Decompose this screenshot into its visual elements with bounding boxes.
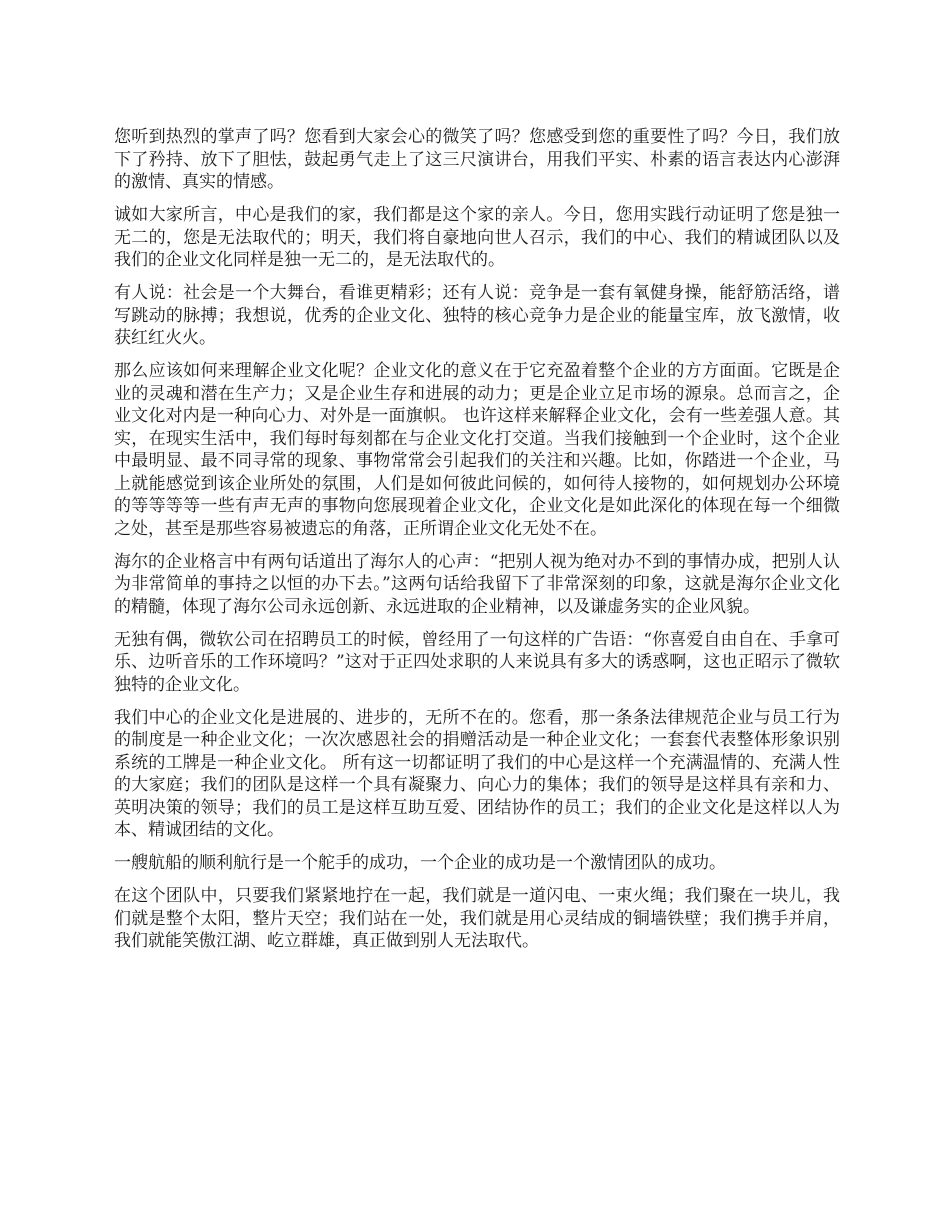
paragraph: 诚如大家所言，中心是我们的家，我们都是这个家的亲人。今日，您用实践行动证明了您是独一无二的，您是无法取代的；明天，我们将自豪地向世人召示，我们的中心、我们的精诚团队以及我们的企业文化同样是独一无二的，是无法取代的。 (114, 205, 840, 270)
paragraph: 您听到热烈的掌声了吗？您看到大家会心的微笑了吗？您感受到您的重要性了吗？今日，我们放下了矜持、放下了胆怯，鼓起勇气走上了这三尺演讲台，用我们平实、朴素的语言表达内心澎湃的激情、真实的情感。 (114, 127, 840, 192)
paragraph: 海尔的企业格言中有两句话道出了海尔人的心声：“把别人视为绝对办不到的事情办成，把别人认为非常简单的事持之以恒的办下去。”这两句话给我留下了非常深刻的印象，这就是海尔企业文化的精髓，体现了海尔公司永远创新、永远进取的企业精神，以及谦虚务实的企业风貌。 (114, 551, 840, 617)
paragraph: 在这个团队中，只要我们紧紧地拧在一起，我们就是一道闪电、一束火绳；我们聚在一块儿，我们就是整个太阳，整片天空；我们站在一处，我们就是用心灵结成的铜墙铁壁；我们携手并肩，我们就能笑傲江湖、屹立群雄，真正做到别人无法取代。 (114, 886, 840, 951)
paragraph: 有人说：社会是一个大舞台，看谁更精彩；还有人说：竞争是一套有氧健身操，能舒筋活络，谱写跳动的脉搏；我想说，优秀的企业文化、独特的核心竞争力是企业的能量宝库，放飞激情，收获红红火火。 (114, 283, 840, 348)
document-body (114, 126, 840, 963)
paragraph: 我们中心的企业文化是进展的、进步的，无所不在的。您看，那一条条法律规范企业与员工行为的制度是一种企业文化；一次次感恩社会的捐赠活动是一种企业文化；一套套代表整体形象识别系统的工牌是一种企业文化。 所有这一切都证明了我们的中心是这样一个充满温情的、充满人性的大家庭；我们的团队是这样一个具有凝聚力、向心力的集体；我们的领导是这样具有亲和力、英明决策的领导；我们的员工是这样互助互爱、团结协作的员工；我们的企业文化是这样以人为本、精诚团结的文化。 (114, 707, 840, 840)
paragraph: 无独有偶，微软公司在招聘员工的时候，曾经用了一句这样的广告语：“你喜爱自由自在、手拿可乐、边听音乐的工作环境吗？”这对于正四处求职的人来说具有多大的诱惑啊，这也正昭示了微软独特的企业文化。 (114, 629, 840, 695)
paragraph: 一艘航船的顺利航行是一个舵手的成功，一个企业的成功是一个激情团队的成功。 (114, 853, 726, 873)
paragraph: 那么应该如何来理解企业文化呢？企业文化的意义在于它充盈着整个企业的方方面面。它既是企业的灵魂和潜在生产力；又是企业生存和进展的动力；更是企业立足市场的源泉。总而言之，企业文化对内是一种向心力、对外是一面旗帜。 也许这样来解释企业文化，会有一些差强人意。其实，在现实生活中，我们每时每刻都在与企业文化打交道。当我们接触到一个企业时，这个企业中最明显、最不同寻常的现象、事物常常会引起我们的关注和兴趣。比如，你踏进一个企业，马上就能感觉到该企业所处的氛围，人们是如何彼此问候的，如何待人接物的，如何规划办公环境的等等等等一些有声无声的事物向您展现着企业文化，企业文化是如此深化的体现在每一个细微之处，甚至是那些容易被遗忘的角落，正所谓企业文化无处不在。 (114, 361, 840, 539)
